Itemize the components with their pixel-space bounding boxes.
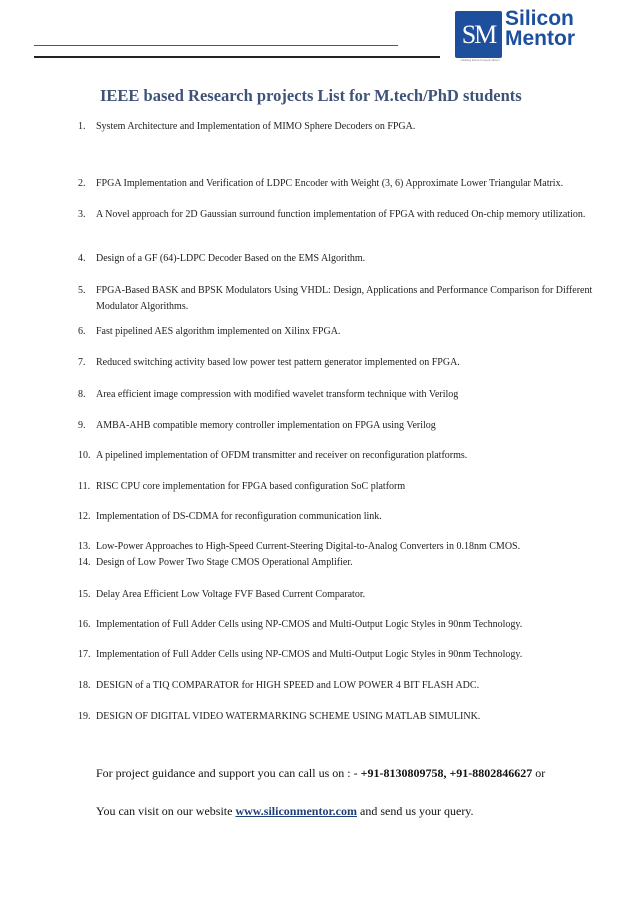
- project-title: FPGA-Based BASK and BPSK Modulators Using VHDL: Design, Applications and Performance Comparison for Different Modulator Algorithms.: [96, 285, 593, 312]
- project-number: 19.: [78, 711, 91, 722]
- project-number: 8.: [78, 389, 86, 400]
- logo-name-line1: Silicon: [505, 7, 574, 30]
- page-title: IEEE based Research projects List for M.tech/PhD students: [100, 86, 522, 105]
- header-rule-thin: [34, 45, 398, 46]
- project-title: A Novel approach for 2D Gaussian surround function implementation of FPGA with reduced On-chip memory utilization.: [96, 209, 586, 220]
- footer-visit-line: [96, 804, 474, 819]
- project-title: Design of Low Power Two Stage CMOS Operational Amplifier.: [96, 557, 353, 568]
- project-title: A pipelined implementation of OFDM transmitter and receiver on reconfiguration platforms.: [96, 450, 468, 461]
- header-rule-thick: [34, 56, 440, 58]
- logo-name-line2: Mentor: [505, 27, 575, 50]
- logo-mark: SM: [455, 11, 502, 58]
- project-number: 16.: [78, 619, 91, 630]
- project-title: Implementation of Full Adder Cells using NP-CMOS and Multi-Output Logic Styles in 90nm Technology.: [96, 649, 523, 660]
- footer-call-line: [96, 766, 545, 781]
- website-link[interactable]: www.siliconmentor.com: [235, 804, 357, 818]
- project-title: Reduced switching activity based low power test pattern generator implemented on FPGA.: [96, 357, 460, 368]
- project-title: RISC CPU core implementation for FPGA based configuration SoC platform: [96, 481, 406, 492]
- project-title: Area efficient image compression with modified wavelet transform technique with Verilog: [96, 389, 459, 400]
- project-number: 12.: [78, 511, 91, 522]
- footer-visit-suffix: and send us your query.: [357, 804, 474, 818]
- project-title: Implementation of DS-CDMA for reconfiguration communication link.: [96, 511, 382, 522]
- footer-call-suffix: or: [532, 766, 546, 780]
- logo-wordmark: [505, 9, 575, 49]
- project-number: 2.: [78, 178, 86, 189]
- logo-tagline: creating future through silicon: [460, 58, 500, 62]
- project-title: AMBA-AHB compatible memory controller implementation on FPGA using Verilog: [96, 420, 436, 431]
- footer-call-prefix: For project guidance and support you can call us on : -: [96, 766, 361, 780]
- silicon-mentor-logo: [455, 7, 595, 62]
- project-number: 7.: [78, 357, 86, 368]
- project-title: DESIGN OF DIGITAL VIDEO WATERMARKING SCHEME USING MATLAB SIMULINK.: [96, 711, 481, 722]
- project-number: 4.: [78, 253, 86, 264]
- project-number: 14.: [78, 557, 91, 568]
- project-title: DESIGN of a TIQ COMPARATOR for HIGH SPEED and LOW POWER 4 BIT FLASH ADC.: [96, 680, 480, 691]
- project-title: Delay Area Efficient Low Voltage FVF Based Current Comparator.: [96, 589, 366, 600]
- project-number: 3.: [78, 209, 86, 220]
- project-number: 11.: [78, 481, 91, 492]
- project-title: Fast pipelined AES algorithm implemented on Xilinx FPGA.: [96, 326, 341, 337]
- project-number: 18.: [78, 680, 91, 691]
- project-number: 9.: [78, 420, 86, 431]
- project-number: 1.: [78, 121, 86, 132]
- project-title: Design of a GF (64)-LDPC Decoder Based on the EMS Algorithm.: [96, 253, 366, 264]
- project-number: 6.: [78, 326, 86, 337]
- project-number: 10.: [78, 450, 91, 461]
- project-number: 17.: [78, 649, 91, 660]
- project-title: System Architecture and Implementation of MIMO Sphere Decoders on FPGA.: [96, 121, 416, 132]
- footer-phones: +91-8130809758, +91-8802846627: [360, 766, 533, 780]
- project-number: 15.: [78, 589, 91, 600]
- project-title: Low-Power Approaches to High-Speed Current-Steering Digital-to-Analog Converters in 0.18nm CMOS.: [96, 541, 521, 552]
- footer-visit-prefix: You can visit on our website: [96, 804, 236, 818]
- project-number: 13.: [78, 541, 91, 552]
- project-title: FPGA Implementation and Verification of LDPC Encoder with Weight (3, 6) Approximate Lower Triangular Matrix.: [96, 178, 564, 189]
- project-number: 5.: [78, 285, 86, 296]
- project-title: Implementation of Full Adder Cells using NP-CMOS and Multi-Output Logic Styles in 90nm Technology.: [96, 619, 523, 630]
